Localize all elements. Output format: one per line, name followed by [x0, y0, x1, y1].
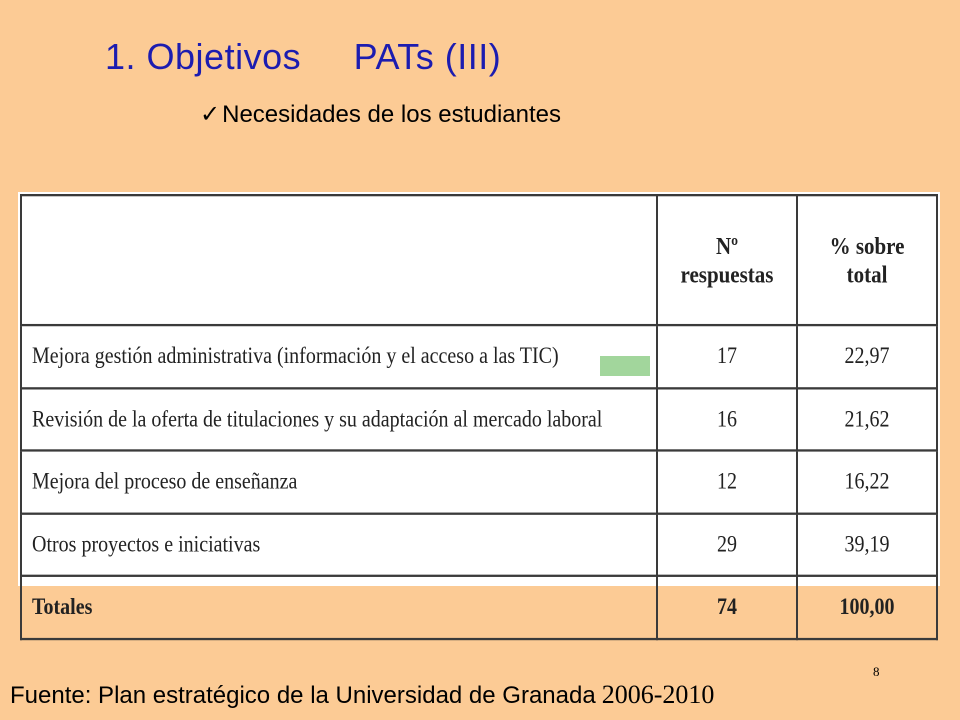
- table-row: [21, 451, 937, 514]
- row-porcentaje: 16,22: [797, 451, 937, 514]
- checkmark-icon: ✓: [200, 101, 221, 128]
- source-footer: [10, 680, 714, 710]
- row-porcentaje: 39,19: [797, 514, 937, 577]
- row-respuestas: 16: [657, 388, 797, 451]
- row-respuestas: 12: [657, 451, 797, 514]
- header-label: [21, 195, 657, 325]
- data-table-container: [18, 192, 940, 620]
- table-row: [21, 514, 937, 577]
- row-label: Otros proyectos e iniciativas: [21, 514, 657, 577]
- slide-title: 1. Objetivos PATs (III): [105, 36, 502, 77]
- highlight-mark: [600, 356, 650, 376]
- row-label: Mejora del proceso de enseñanza: [21, 451, 657, 514]
- slide-number: 8: [873, 664, 880, 679]
- table-total-row: [21, 576, 937, 639]
- row-respuestas: 17: [657, 326, 797, 389]
- total-label: Totales: [21, 576, 657, 639]
- table-header-row: [21, 195, 937, 325]
- table-row: [21, 326, 937, 389]
- subtitle-text: Necesidades de los estudiantes: [222, 101, 561, 128]
- header-porcentaje: % sobre total: [797, 195, 937, 325]
- row-respuestas: 29: [657, 514, 797, 577]
- row-porcentaje: 21,62: [797, 388, 937, 451]
- total-porcentaje: 100,00: [797, 576, 937, 639]
- table-row: [21, 388, 937, 451]
- needs-table: [20, 194, 938, 640]
- total-respuestas: 74: [657, 576, 797, 639]
- row-label: Mejora gestión administrativa (información y el acceso a las TIC): [21, 326, 657, 389]
- row-porcentaje: 22,97: [797, 326, 937, 389]
- row-label: Revisión de la oferta de titulaciones y su adaptación al mercado laboral: [21, 388, 657, 451]
- slide-subtitle: [200, 100, 561, 129]
- header-respuestas: Nº respuestas: [657, 195, 797, 325]
- footer-text: Fuente: Plan estratégico de la Universidad de Granada: [10, 682, 596, 709]
- footer-year: 2006-2010: [601, 680, 715, 709]
